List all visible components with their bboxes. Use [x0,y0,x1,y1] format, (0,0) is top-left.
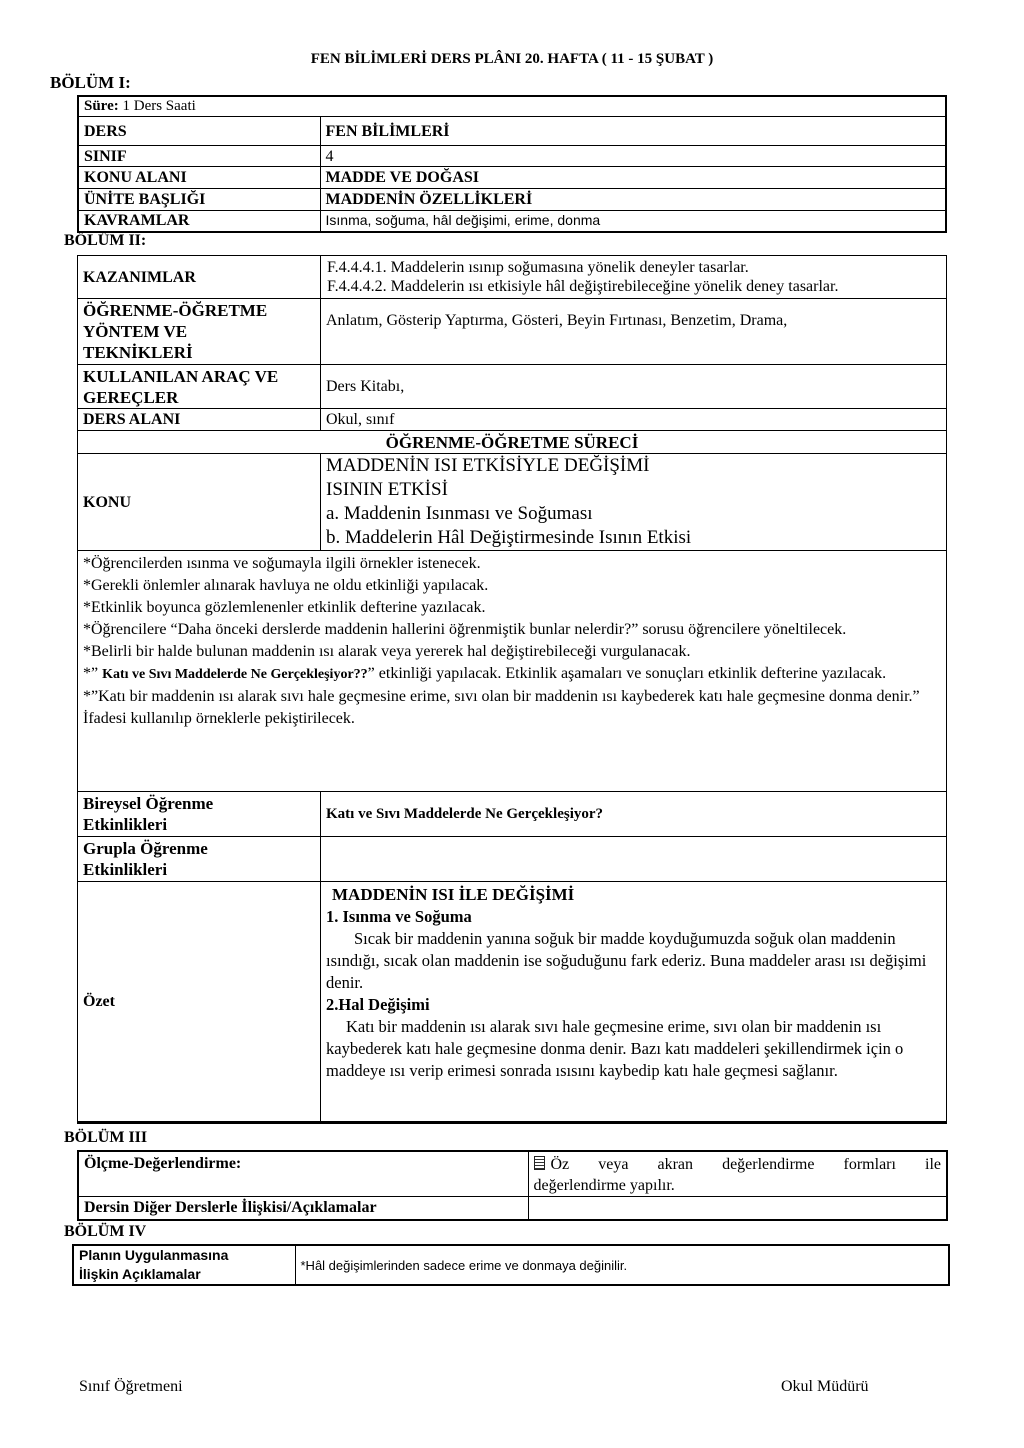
yontem-label: ÖĞRENME-ÖĞRETME [83,301,268,320]
arac-label: KULLANILAN ARAÇ VE [83,366,279,386]
olcme-row [78,1151,947,1197]
iliski-value [528,1197,947,1220]
olcme-value [534,1154,942,1175]
yontem-label-line: YÖNTEM VE [83,322,188,341]
ozet-row [78,882,947,1123]
arac-value: Ders Kitabı, [321,365,947,409]
plan-label-line: İlişkin Açıklamalar [79,1266,201,1282]
activity-name: Katı ve Sıvı Maddelerde Ne Gerçekleşiyor?? [102,667,368,682]
table-row [78,189,946,211]
ders-alani-value: Okul, sınıf [321,409,947,431]
bireysel-label: Bireysel Öğrenme [83,794,214,813]
surec-heading-row [78,431,947,454]
grupla-value [321,837,947,882]
ozet-subheading: 1. Isınma ve Soğuma [326,907,472,926]
yontem-label-line: TEKNİKLERİ [83,343,193,362]
sinif-label: SINIF [78,146,320,167]
konu-line: a. Maddenin Isınması ve Soğuması [326,503,593,524]
kazanim-item: F.4.4.4.2. Maddelerin ısı etkisiyle hâl değiştirebileceğine yönelik deney tasarlar. [327,278,839,295]
ders-label: DERS [78,117,320,146]
section-3-heading: BÖLÜM III [64,1129,148,1146]
section-1-table [77,95,947,233]
ders-alani-label: DERS ALANI [78,409,321,431]
process-item: *Belirli bir halde bulunan maddenin ısı alarak veya yererek hal değiştirebileceği vurgulanacak. [83,643,691,660]
section-2-heading: BÖLÜM II: [64,232,147,249]
plan-value: *Hâl değişimlerinden sadece erime ve donmaya değinilir. [295,1245,949,1285]
konu-row [78,454,947,551]
surec-heading: ÖĞRENME-ÖĞRETME SÜRECİ [78,431,947,454]
konu-alani-label: KONU ALANI [78,167,320,189]
quote-prefix: *” [83,665,103,682]
section-3-table [77,1150,948,1221]
ders-value: FEN BİLİMLERİ [320,117,946,146]
grupla-label: Grupla Öğrenme [83,839,208,858]
ozet-subheading: 2.Hal Değişimi [326,995,430,1014]
kavramlar-value: Isınma, soğuma, hâl değişimi, erime, donma [320,211,946,232]
arac-label-line: GEREÇLER [83,387,179,407]
konu-label: KONU [78,454,321,551]
bireysel-label-line: Etkinlikleri [83,815,168,834]
section-1-heading: BÖLÜM I: [50,73,131,92]
process-item: *Etkinlik boyunca gözlemlenenler etkinlik defterine yazılacak. [83,599,486,616]
kavramlar-label: KAVRAMLAR [78,211,320,232]
grupla-row [78,837,947,882]
grupla-label-line: Etkinlikleri [83,860,168,879]
section-4-table [72,1244,950,1286]
unite-basligi-label: ÜNİTE BAŞLIĞI [78,189,320,211]
process-item: *Öğrencilere “Daha önceki derslerde maddenin hallerini öğrenmiştik bunlar nelerdir?” sorusu öğrencilere yöneltilecek. [83,621,847,638]
konu-alani-value: MADDE VE DOĞASI [320,167,946,189]
olcme-value-line: değerlendirme yapılır. [533,1177,675,1194]
ozet-label: Özet [78,882,321,1123]
kazanim-item: F.4.4.4.1. Maddelerin ısınıp soğumasına yönelik deneyler tasarlar. [327,259,749,276]
process-item-suffix: ” etkinliği yapılacak. Etkinlik aşamaları ve sonuçları etkinlik defterine yazılacak. [367,665,887,682]
kazanimlar-label: KAZANIMLAR [78,256,321,299]
iliski-label: Dersin Diğer Derslerle İlişkisi/Açıklamalar [78,1197,528,1220]
kazanimlar-row [78,256,947,299]
process-item [83,663,941,686]
ozet-paragraph: Katı bir maddenin ısı alarak sıvı hale geçmesine erime, sıvı olan bir maddenin ısı kaybederek katı hale geçmesine donma denir. Bazı katı maddeleri şekillendirmek için o maddeye ısı verip erimesi sonrada ısısını kaybedip katı hale geçmesi sağlanır. [326,1017,904,1080]
sure-label: Süre: [84,98,119,114]
ders-alani-row [78,409,947,431]
olcme-label: Ölçme-Değerlendirme: [78,1151,528,1197]
sure-row [78,96,946,117]
yontem-value: Anlatım, Gösterip Yaptırma, Gösteri, Beyin Fırtınası, Benzetim, Drama, [321,299,947,365]
signature-teacher: Sınıf Öğretmeni [79,1378,183,1395]
olcme-value-line: Öz veya akran değerlendirme formları ile [550,1156,941,1173]
konu-line: MADDENİN ISI ETKİSİYLE DEĞİŞİMİ [326,455,650,476]
document-title: FEN BİLİMLERİ DERS PLÂNI 20. HAFTA ( 11 - 15 ŞUBAT ) [310,51,714,67]
plan-label: Planın Uygulanmasına [79,1247,229,1263]
process-item: *Öğrencilerden ısınma ve soğumayla ilgili örnekler istenecek. [83,555,481,572]
process-row [78,551,947,792]
process-item: *Gerekli önlemler alınarak havluya ne oldu etkinliği yapılacak. [83,577,489,594]
ozet-heading: MADDENİN ISI İLE DEĞİŞİMİ [332,885,575,904]
plan-row [73,1245,949,1285]
konu-line: b. Maddelerin Hâl Değiştirmesinde Isının Etkisi [326,527,692,548]
iliski-row [78,1197,947,1220]
table-row [78,167,946,189]
bireysel-row [78,792,947,837]
arac-row [78,365,947,409]
signature-principal: Okul Müdürü [781,1378,869,1395]
bireysel-value: Katı ve Sıvı Maddelerde Ne Gerçekleşiyor? [321,792,947,837]
sinif-value: 4 [320,146,946,167]
process-item: *”Katı bir maddenin ısı alarak sıvı hale geçmesine erime, sıvı olan bir maddenin ısı kaybederek katı hale geçmesine donma denir.” İfadesi kullanılıp örneklerle pekiştirilecek. [83,688,920,727]
table-row [78,211,946,232]
document-icon [534,1156,545,1170]
section-4-heading: BÖLÜM IV [64,1223,147,1240]
ozet-paragraph: Sıcak bir maddenin yanına soğuk bir madde koyduğumuzda soğuk olan maddenin ısındığı, sıcak olan maddenin ise soğuduğunu fark ederiz. Buna maddeler arası ısı değişimi denir. [326,929,927,992]
table-row [78,146,946,167]
unite-basligi-value: MADDENİN ÖZELLİKLERİ [320,189,946,211]
table-row [78,117,946,146]
yontem-row [78,299,947,365]
sure-value: 1 Ders Saati [122,98,196,114]
section-2-table [77,255,947,1124]
konu-line: ISININ ETKİSİ [326,479,448,500]
